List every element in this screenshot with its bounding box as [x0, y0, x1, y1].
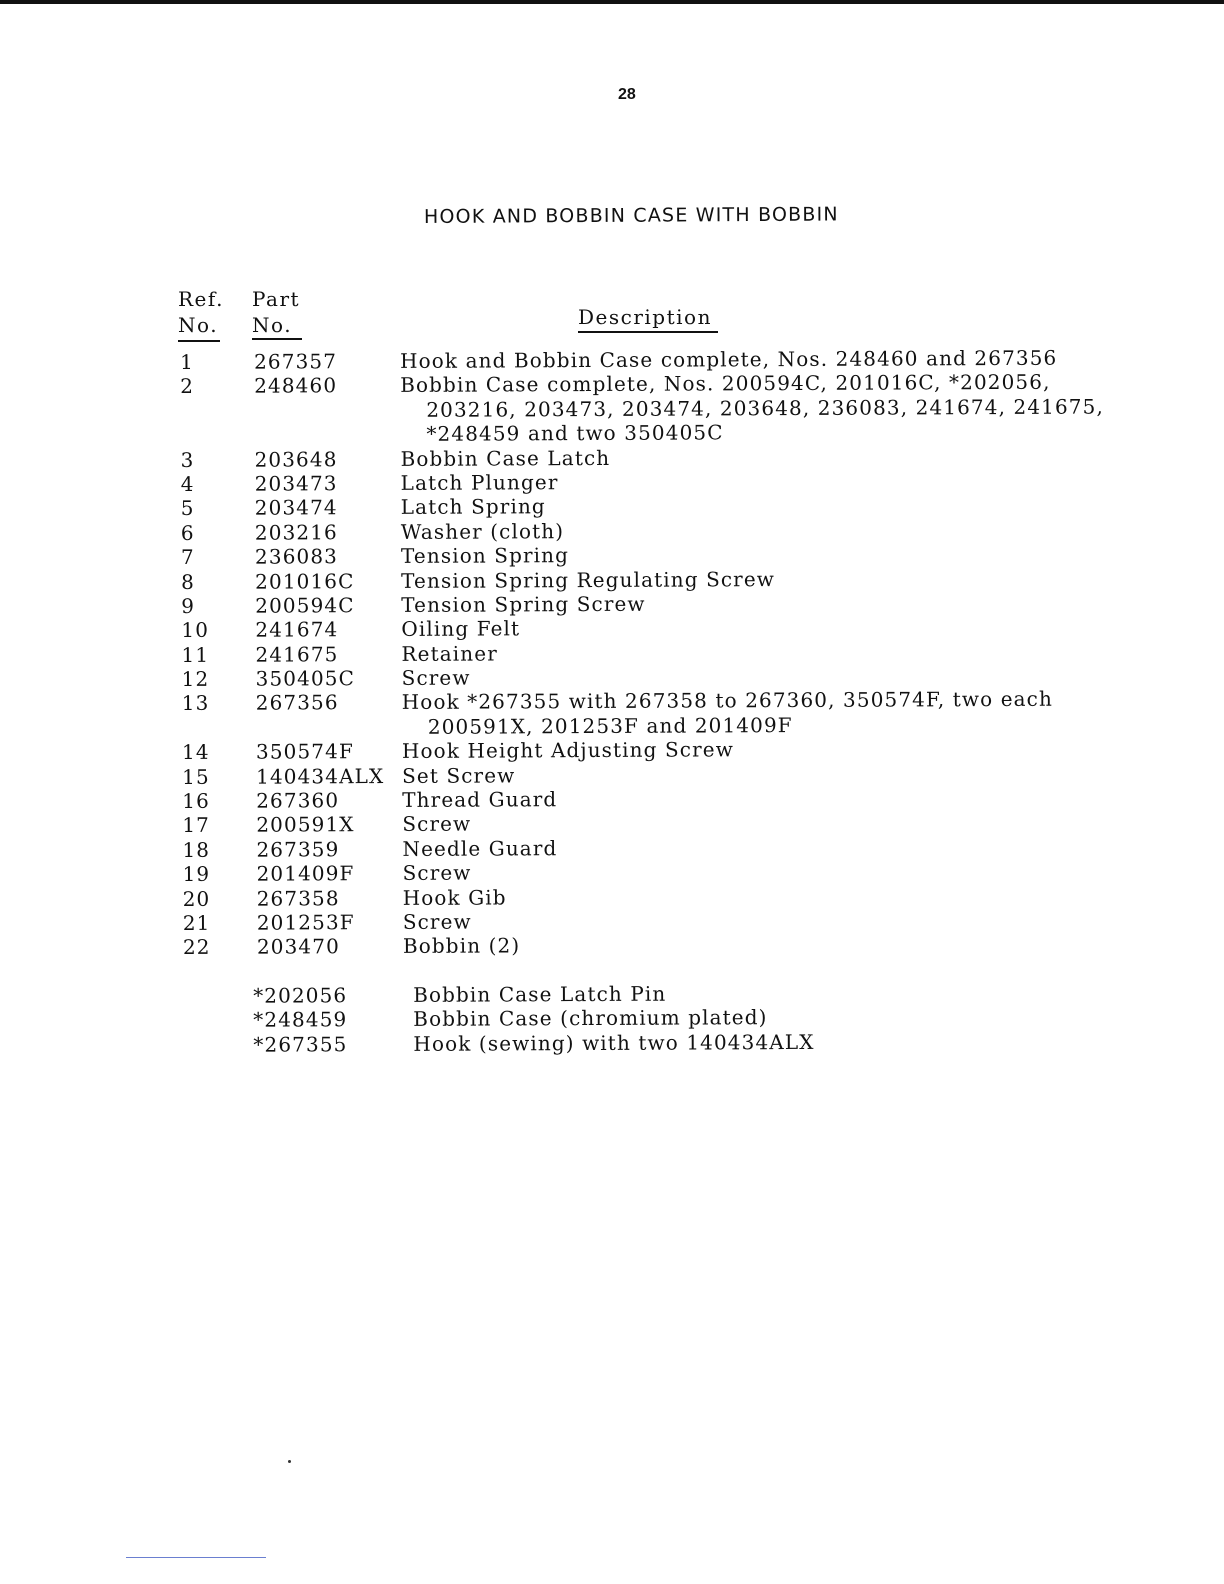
- description: Bobbin (2): [402, 933, 521, 959]
- ref-no: 14: [181, 740, 210, 765]
- part-no: 203473: [254, 471, 338, 496]
- ref-no: 7: [180, 545, 195, 570]
- ref-no: 21: [182, 910, 211, 935]
- description: Hook and Bobbin Case complete, Nos. 248460 and 267356: [399, 345, 1058, 373]
- part-no: 201409F: [256, 861, 355, 886]
- header-description-underline: [578, 331, 718, 333]
- part-no: *202056: [253, 982, 348, 1008]
- description: Latch Plunger: [400, 470, 559, 495]
- part-no: 203474: [254, 495, 338, 520]
- ref-no: 16: [182, 788, 210, 814]
- part-no: 236083: [254, 544, 339, 569]
- description: Screw: [401, 665, 471, 690]
- header-ref-underline: [178, 340, 220, 342]
- header-ref: [178, 286, 224, 338]
- parts-list: [0, 345, 1224, 1058]
- part-no: 267359: [256, 837, 340, 862]
- ref-no: 22: [182, 935, 211, 960]
- ref-no: 8: [181, 569, 196, 594]
- ref-no: 19: [182, 862, 211, 887]
- ref-no: 5: [180, 496, 195, 521]
- description: Hook Gib: [402, 885, 507, 910]
- description: Tension Spring Regulating Screw: [401, 566, 776, 593]
- part-no: 203470: [256, 934, 340, 960]
- ref-no: 4: [180, 471, 195, 496]
- part-no: 248460: [254, 373, 338, 399]
- part-no: 203648: [254, 446, 338, 472]
- ref-no: 13: [181, 691, 210, 716]
- part-no: 241674: [255, 617, 339, 642]
- page-number: 28: [618, 86, 636, 103]
- ref-no: 20: [182, 886, 211, 911]
- description: Tension Spring Screw: [401, 591, 646, 617]
- description: Needle Guard: [402, 835, 558, 861]
- stray-dot: [288, 1460, 291, 1463]
- ref-no: 18: [182, 837, 211, 862]
- header-ref-line1: Ref.: [178, 287, 224, 311]
- part-no: 350574F: [255, 739, 354, 764]
- description: Bobbin Case Latch: [400, 445, 611, 471]
- extra-part-row: [3, 1027, 1224, 1057]
- part-no: *267355: [253, 1031, 348, 1057]
- description: Thread Guard: [402, 787, 558, 812]
- description: Bobbin Case complete, Nos. 200594C, 201016C, *202056,: [400, 370, 1051, 398]
- description: Oiling Felt: [401, 616, 521, 642]
- ref-no: 3: [180, 447, 195, 472]
- part-no: 350405C: [255, 666, 356, 691]
- ref-no: 11: [181, 642, 210, 667]
- part-no: 200594C: [255, 593, 355, 618]
- part-no: 201016C: [255, 568, 355, 594]
- description-continuation: 203216, 203473, 203474, 203648, 236083, 241674, 241675,: [426, 394, 1104, 422]
- header-part-underline: [252, 338, 302, 340]
- part-no: 267358: [256, 885, 340, 911]
- part-no: 203216: [254, 519, 338, 545]
- ref-no: 6: [180, 520, 195, 545]
- header-part-line2: No.: [252, 313, 293, 337]
- ref-no: 15: [182, 764, 210, 789]
- part-no: 241675: [255, 641, 339, 667]
- part-no: 201253F: [256, 910, 355, 935]
- ref-no: 10: [181, 618, 210, 643]
- ref-no: 12: [181, 666, 210, 692]
- description: Washer (cloth): [400, 518, 565, 544]
- bottom-rule: [126, 1557, 266, 1558]
- ref-no: 1: [180, 349, 194, 374]
- ref-no: 9: [181, 593, 196, 618]
- description: Bobbin Case Latch Pin: [413, 981, 667, 1007]
- part-no: 267357: [253, 349, 338, 374]
- description: Screw: [402, 860, 472, 886]
- description: Screw: [402, 812, 472, 837]
- header-part-line1: Part: [252, 287, 301, 311]
- part-no: *248459: [253, 1007, 348, 1032]
- part-no: 200591X: [256, 812, 355, 838]
- page-title: HOOK AND BOBBIN CASE WITH BOBBIN: [423, 203, 839, 228]
- part-no: 267360: [256, 788, 340, 813]
- description: Hook (sewing) with two 140434ALX: [413, 1029, 815, 1056]
- description-continuation: 200591X, 201253F and 201409F: [427, 712, 793, 739]
- description: Latch Spring: [400, 494, 546, 520]
- ref-no: 17: [182, 813, 211, 838]
- header-description: Description: [578, 305, 712, 329]
- top-rule: [0, 0, 1224, 4]
- description: Hook *267355 with 267358 to 267360, 350574F, two each: [401, 687, 1054, 715]
- part-no: 267356: [255, 690, 339, 716]
- description: Hook Height Adjusting Screw: [401, 737, 734, 764]
- description: Screw: [402, 909, 472, 934]
- description: Tension Spring: [400, 543, 570, 569]
- description: Bobbin Case (chromium plated): [413, 1005, 768, 1032]
- description-continuation: *248459 and two 350405C: [426, 420, 724, 446]
- ref-no: 2: [180, 374, 195, 399]
- description: Retainer: [401, 641, 498, 666]
- header-part: [252, 286, 300, 338]
- description: Set Screw: [402, 763, 516, 788]
- header-ref-line2: No.: [178, 313, 219, 337]
- part-no: 140434ALX: [256, 763, 385, 789]
